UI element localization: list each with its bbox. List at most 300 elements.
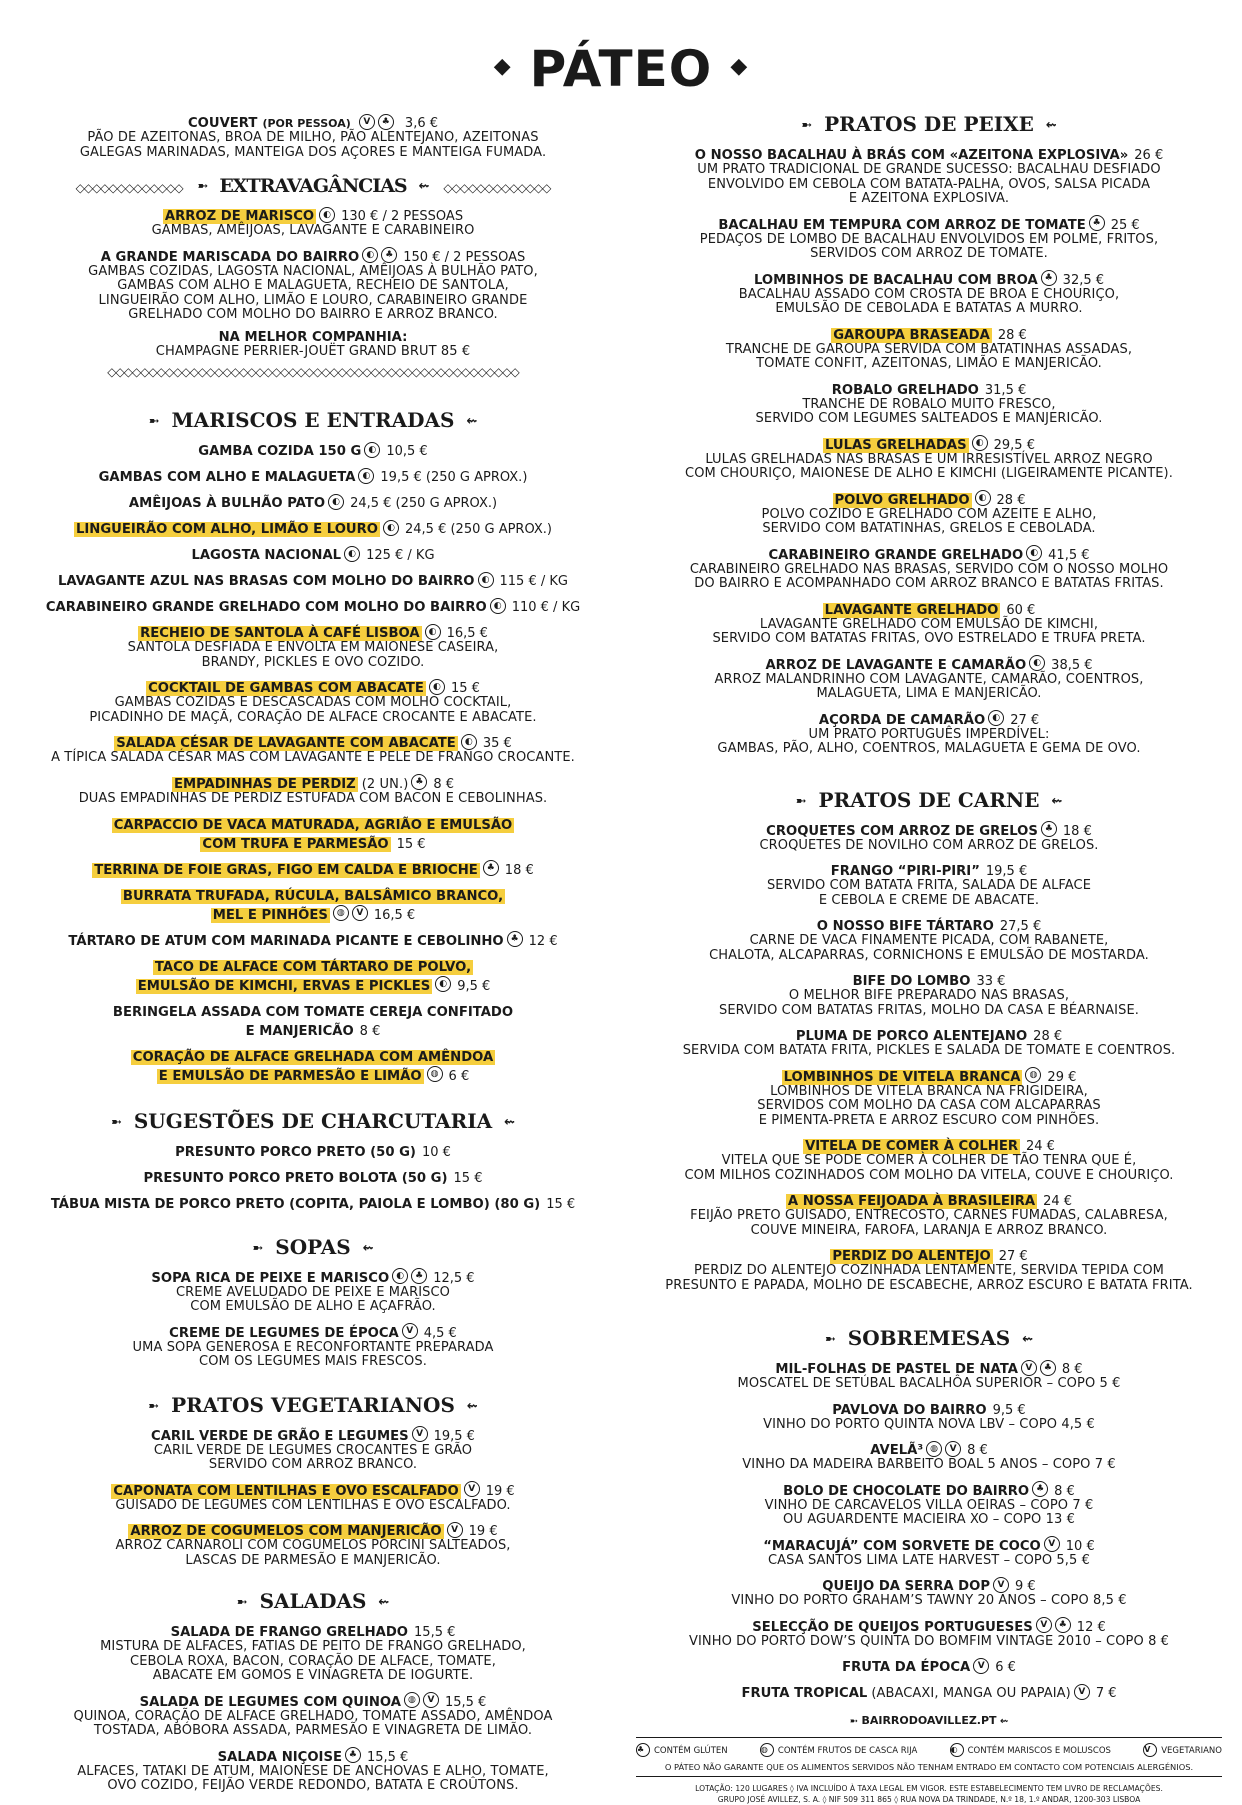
legend-nuts: ◍ CONTÉM FRUTOS DE CASCA RIJA [760,1744,918,1756]
nuts-icon: ◍ [1025,1067,1041,1083]
item-name-cont: E MANJERICÃO [245,1023,354,1039]
item-name: CARABINEIRO GRANDE GRELHADO COM MOLHO DO BAIRRO [45,600,487,615]
menu-item [636,915,1222,963]
shellfish-icon: ◐ [1026,545,1042,561]
menu-item: NA MELHOR COMPANHIA: CHAMPAGNE PERRIER-JOUËT GRAND BRUT 85 € [155,329,471,359]
item-name: LAGOSTA NACIONAL [191,548,342,563]
item-price: 12 € [1076,1619,1106,1635]
menu-item [636,599,1222,647]
right-column [636,112,1222,1805]
section-title: ➼ PRATOS VEGETARIANOS ⇜ [148,1392,478,1417]
section-peixe [636,144,1222,757]
item-price: 19,5 € (250 G APROX.) [380,470,528,485]
menu-item [30,544,596,563]
menu-item [636,1245,1222,1293]
item-name-cont: EMULSÃO DE KIMCHI, ERVAS E PICKLES [137,978,431,994]
item-name: GAMBAS COM ALHO E MALAGUETA [98,470,356,485]
section-title: ➼ SOBREMESAS ⇜ [824,1326,1034,1350]
item-name: PLUMA DE PORCO ALENTEJANO [795,1029,1028,1044]
menu-item [30,773,596,807]
section-title: ➼ PRATOS DE PEIXE ⇜ [801,112,1057,136]
item-price: 8 € [1054,1483,1075,1499]
menu-item: PRESUNTO PORCO PRETO BOLOTA (50 G) 15 € [143,1170,483,1186]
item-description: PICADINHO DE MAÇÃ, CORAÇÃO DE ALFACE CROCANTE E ABACATE. [89,709,537,725]
item-description: COM CHOURIÇO, MAIONESE DE ALHO E KIMCHI (LIGEIRAMENTE PICANTE). [685,466,1173,481]
section-title: ➼ MARISCOS E ENTRADAS ⇜ [148,408,478,432]
item-description: TRANCHE DE GAROUPA SERVIDA COM BATATINHAS ASSADAS, [725,341,1133,357]
item-description: POLVO COZIDO E GRELHADO COM AZEITE E ALHO, [761,506,1097,522]
menu-item [636,544,1222,592]
menu-item [30,677,596,725]
item-price: 9,5 € [457,978,491,994]
item-name: PERDIZ DO ALENTEJO [832,1249,991,1264]
item-name: BERINGELA ASSADA COM TOMATE CEREJA CONFITADO [112,1004,514,1020]
item-description: SERVIDO COM BATATA FRITA, SALADA DE ALFACE [766,878,1092,893]
item-description: A TÍPICA SALADA CÉSAR MAS COM LAVAGANTE E PELE DE FRANGO CROCANTE. [51,750,575,765]
item-price: 28 € [996,492,1026,508]
menu-item: CARIL VERDE DE GRÃO E LEGUMES V 19,5 € CARIL VERDE DE LEGUMES CROCANTES E GRÃO SERVIDO COM ARROZ BRANCO. [30,1425,596,1473]
menu-item [636,1025,1222,1059]
gluten-icon: ♣ [1040,1360,1056,1376]
item-name: ROBALO GRELHADO [831,382,979,398]
item-description: ARROZ MALANDRINHO COM LAVAGANTE, CAMARÃO, COENTROS, [714,671,1144,687]
item-description: DUAS EMPADINHAS DE PERDIZ ESTUFADA COM BACON E CEBOLINHAS. [78,791,548,806]
shellfish-icon: ◐ [435,976,451,992]
nuts-icon: ◍ [404,1692,420,1708]
menu-item: SOPA RICA DE PEIXE E MARISCO ◐ ♣ 12,5 € CREME AVELUDADO DE PEIXE E MARISCO COM EMULSÃO DE ALHO E AÇAFRÃO. [30,1267,596,1315]
ornament-icon: ◆ [730,54,749,79]
item-price: 8 € [359,1023,381,1039]
item-name: RECHEIO DE SANTOLA À CAFÉ LISBOA [140,626,420,641]
gluten-icon: ♣ [1041,821,1057,837]
item-name: CARPACCIO DE VACA MATURADA, AGRIÃO E EMULSÃO [113,817,513,833]
gluten-icon: ♣ [1089,215,1105,231]
item-description: PRESUNTO E PAPADA, MOLHO DE ESCABECHE, ARROZ ESCURO E BATATA FRITA. [665,1277,1193,1293]
menu-item [30,1001,596,1039]
item-name: LINGUEIRÃO COM ALHO, LIMÃO E LOURO [76,522,378,537]
item-description: COUVE MINEIRA, FAROFA, LARANJA E ARROZ BRANCO. [750,1222,1108,1238]
item-description: CROQUETES DE NOVILHO COM ARROZ DE GRELOS. [759,837,1099,853]
vegetarian-icon: V [447,1522,463,1538]
item-description: VINHO DO PORTO GRAHAM’S TAWNY 20 ANOS – COPO 8,5 € [731,1593,1127,1608]
item-name: LOMBINHOS DE BACALHAU COM BROA [753,272,1038,288]
menu-item: SALADA DE FRANGO GRELHADO 15,5 € MISTURA DE ALFACES, FATIAS DE PEITO DE FRANGO GRELHADO, CEBOLA ROXA, BACON, CORAÇÃO DE ALFACE, TOMATE, ABACATE EM GOMOS E VINAGRETA DE IOGURTE. [100,1625,526,1683]
item-name: O NOSSO BIFE TÁRTARO [816,919,994,934]
item-price: 9,5 € [992,1402,1026,1418]
item-description: SANTOLA DESFIADA E ENVOLTA EM MAIONESE CASEIRA, [127,640,499,655]
item-description: EMULSÃO DE CEBOLADA E BATATAS A MURRO. [775,301,1083,316]
item-description: BACALHAU ASSADO COM CROSTA DE BROA E CHOURIÇO, [738,286,1120,302]
shellfish-icon: ◐ [950,1743,964,1757]
item-price: 7 € [1095,1686,1117,1701]
menu-item: ARROZ DE MARISCO ◐ 130 € / 2 PESSOAS GAMBAS, AMÊIJOAS, LAVAGANTE E CARABINEIRO [30,205,596,239]
menu-item [30,518,596,537]
footer-info: LOTAÇÃO: 120 LUGARES ◊ IVA INCLUÍDO À TAXA LEGAL EM VIGOR. ESTE ESTABELECIMENTO TEM LIVRO DE RECLAMAÇÕES. GRUPO JOSÉ AVILLEZ, S. A. ◊ NIF 509 311 865 ◊ RUA NOVA DA TRINDADE, N.º 18, 1.º ANDAR, 1200-303 LISBOA [695,1783,1163,1804]
item-price: 32,5 € [1062,272,1105,288]
item-description: MOSCATEL DE SETÚBAL BACALHÔA SUPERIOR – COPO 5 € [737,1376,1121,1391]
item-name: CARABINEIRO GRANDE GRELHADO [768,547,1024,563]
menu-item: TÁBUA MISTA DE PORCO PRETO (COPITA, PAIOLA E LOMBO) (80 G) 15 € [50,1196,576,1212]
item-qualifier: (ABACAXI, MANGA OU PAPAIA) [871,1686,1071,1701]
shellfish-icon: ◐ [490,598,506,614]
item-name: CROQUETES COM ARROZ DE GRELOS [766,823,1038,839]
menu-item [636,489,1222,537]
item-price: 8 € [433,776,455,792]
item-price: 28 € [997,327,1027,343]
item-name: LAVAGANTE GRELHADO [824,602,999,618]
menu-item [30,492,596,511]
item-name-cont: MEL E PINHÕES [212,907,328,923]
menu-item [30,814,596,852]
menu-item: A GRANDE MARISCADA DO BAIRRO ◐ ♣ 150 € / 2 PESSOAS GAMBAS COZIDAS, LAGOSTA NACIONAL, AMÊIJOAS À BULHÃO PATO, GAMBAS COM ALHO E MALAGUETA, RECHEIO DE SANTOLA, LINGUEIRÃO COM ALHO, LIMÃO E LOURO, CARABINEIRO GRANDE GRELHADO COM MOLHO DO BAIRRO E ARROZ BRANCO. [30,246,596,323]
item-price: 28 € [1033,1029,1063,1044]
item-name: BOLO DE CHOCOLATE DO BAIRRO [783,1483,1030,1499]
item-description: VINHO DO PORTO DOW’S QUINTA DO BOMFIM VINTAGE 2010 – COPO 8 € [688,1633,1170,1649]
section-saladas [30,1621,596,1794]
item-price: 16,5 € [446,626,488,641]
item-description: E CEBOLA E CREME DE ABACATE. [818,892,1040,908]
item-description: SERVIDO COM LEGUMES SALTEADOS E MANJERICÃO. [755,411,1103,426]
menu-item [636,1439,1222,1473]
vegetarian-icon: V [945,1441,961,1457]
menu-item [30,596,596,615]
gluten-icon: ♣ [1055,1617,1071,1633]
shellfish-icon: ◐ [972,435,988,451]
item-name: EMPADINHAS DE PERDIZ [173,776,356,792]
item-price: 18 € [1062,823,1092,839]
item-name: QUEIJO DA SERRA DOP [822,1579,991,1594]
item-description: FEIJÃO PRETO GUISADO, ENTRECOSTO, CARNES FUMADAS, CALABRESA, [690,1208,1168,1223]
menu-item [636,1480,1222,1528]
section-extravagancias [30,205,596,359]
nuts-icon: ◍ [427,1066,443,1082]
menu-item: SALADA NIÇOISE ♣ 15,5 € ALFACES, TATAKI DE ATUM, MAIONESE DE ANCHOVAS E ALHO, TOMATE, OVO COZIDO, FEIJÃO VERDE REDONDO, BATATA E CROÛTONS. [30,1746,596,1794]
item-price: 27 € [1010,712,1040,728]
vegetarian-icon: V [1044,1536,1060,1552]
menu-item [30,1046,596,1084]
menu-item [636,1358,1222,1392]
section-charcutaria [30,1141,596,1212]
menu-item [636,1066,1222,1129]
ornament-icon: ◆ [493,54,512,79]
item-price: 8 € [1061,1362,1083,1377]
gluten-icon: ♣ [411,774,427,790]
item-price: 125 € / KG [366,548,435,563]
item-description: SERVIDO COM BATATAS FRITAS, MOLHO DA CASA E BÉARNAISE. [718,1002,1140,1018]
section-title: ➼ SOPAS ⇜ [252,1234,374,1259]
gluten-icon: ♣ [411,1268,427,1284]
menu-item [30,930,596,949]
item-name: GAROUPA BRASEADA [833,327,990,343]
item-description: SERVIDO COM BATATINHAS, GRELOS E CEBOLADA. [762,521,1096,536]
menu-item [30,859,596,878]
menu-item [30,885,596,923]
menu-item [636,1535,1222,1569]
item-price: 24 € [1043,1194,1073,1209]
item-name-cont: E EMULSÃO DE PARMESÃO E LIMÃO [158,1068,422,1084]
shellfish-icon: ◐ [478,572,494,588]
item-description: SERVIDA COM BATATA FRITA, PICKLES E SALADA DE TOMATE E COENTROS. [682,1043,1176,1058]
menu-item [636,1575,1222,1609]
item-price: 18 € [504,862,534,878]
item-name: LOMBINHOS DE VITELA BRANCA [783,1069,1021,1085]
item-description: GAMBAS COZIDAS E DESCASCADAS COM MOLHO COCKTAIL, [114,695,512,710]
item-name: MIL-FOLHAS DE PASTEL DE NATA [775,1362,1018,1377]
menu-item: ARROZ DE COGUMELOS COM MANJERICÃO V 19 € ARROZ CARNAROLI COM COGUMELOS PORCINI SALTEADOS, LASCAS DE PARMESÃO E MANJERICÃO. [30,1520,596,1568]
item-name: O NOSSO BACALHAU À BRÁS COM «AZEITONA EXPLOSIVA» [694,148,1129,163]
shellfish-icon: ◐ [319,207,335,223]
menu-item [636,1399,1222,1433]
item-price: 31,5 € [984,382,1027,398]
shellfish-icon: ◐ [358,468,374,484]
item-name: BURRATA TRUFADA, RÚCULA, BALSÂMICO BRANCO, [122,888,504,904]
item-description: BRANDY, PICKLES E OVO COZIDO. [201,654,425,670]
vegetarian-icon: V [464,1481,480,1497]
menu-item [636,820,1222,854]
gluten-icon: ♣ [381,247,397,263]
couvert: COUVERT (POR PESSOA) V ♣ 3,6 € PÃO DE AZEITONAS, BROA DE MILHO, PÃO ALENTEJANO, AZEITONAS GALEGAS MARINADAS, MANTEIGA DOS AÇORES E MANTEIGA FUMADA. [30,112,596,160]
menu-item [636,269,1222,317]
section-title: ➼ PRATOS DE CARNE ⇜ [795,787,1063,812]
menu-item [30,570,596,589]
item-name: FRANGO “PIRI-PIRI” [830,864,980,879]
item-name: VITELA DE COMER À COLHER [805,1139,1018,1154]
item-name: TÁRTARO DE ATUM COM MARINADA PICANTE E CEBOLINHO [68,933,504,949]
item-description: VINHO DO PORTO QUINTA NOVA LBV – COPO 4,5 € [763,1416,1095,1432]
gluten-icon: ♣ [636,1743,650,1757]
item-name: ARROZ DE LAVAGANTE E CAMARÃO [765,657,1027,673]
item-price: 25 € [1110,217,1140,233]
item-name: AÇORDA DE CAMARÃO [818,712,986,728]
item-price: 15 € [450,681,480,696]
item-name: TACO DE ALFACE COM TÁRTARO DE POLVO, [154,959,472,975]
section-mariscos [30,440,596,1084]
item-description: E PIMENTA-PRETA E ARROZ ESCURO COM PINHÕES. [758,1112,1100,1128]
menu-item [636,860,1222,908]
item-description: LULAS GRELHADAS NAS BRASAS E UM IRRESISTÍVEL ARROZ NEGRO [705,451,1153,467]
shellfish-icon: ◐ [425,624,441,640]
item-price: 110 € / KG [511,600,581,615]
menu-item: CAPONATA COM LENTILHAS E OVO ESCALFADO V 19 € GUISADO DE LEGUMES COM LENTILHAS E OVO ESCALFADO. [30,1480,596,1514]
item-description: TRANCHE DE ROBALO MUITO FRESCO, [802,396,1056,412]
item-name: GAMBA COZIDA 150 G [198,444,362,459]
item-description: SERVIDOS COM MOLHO DA CASA COM ALCAPARRAS [757,1098,1101,1113]
item-price: 15 € [396,836,426,852]
item-price: 60 € [1006,602,1036,618]
item-description: GAMBAS, PÃO, ALHO, COENTROS, MALAGUETA E GEMA DE OVO. [717,741,1141,756]
section-title: ➼ SALADAS ⇜ [236,1589,390,1613]
item-name: TERRINA DE FOIE GRAS, FIGO EM CALDA E BRIOCHE [94,862,478,878]
item-price: 35 € [482,736,512,751]
section-title: EXTRAVAGÂNCIAS [219,175,407,197]
nuts-icon: ◍ [926,1441,942,1457]
item-name: LULAS GRELHADAS [825,437,967,453]
section-sobremesas [636,1358,1222,1702]
item-description: CHALOTA, ALCAPARRAS, CORNICHONS E EMULSÃO DE MOSTARDA. [709,947,1149,963]
menu-item [636,1682,1222,1702]
menu-item [636,144,1222,207]
item-name: BACALHAU EM TEMPURA COM ARROZ DE TOMATE [718,217,1086,233]
nuts-icon: ◍ [760,1743,774,1757]
item-name: SALADA CÉSAR DE LAVAGANTE COM ABACATE [116,736,456,751]
menu-item [636,379,1222,427]
menu-item [636,1616,1222,1650]
page-title [0,40,1242,98]
item-price: 24,5 € (250 G APROX.) [350,496,498,511]
vegetarian-icon: V [412,1426,428,1442]
item-qualifier: (2 UN.) [361,776,409,792]
gluten-icon: ♣ [345,1747,361,1763]
menu-item [636,1656,1222,1675]
shellfish-icon: ◐ [383,520,399,536]
item-description: LOMBINHOS DE VITELA BRANCA NA FRIGIDEIRA, [770,1083,1088,1099]
item-name: A NOSSA FEIJOADA À BRASILEIRA [787,1194,1036,1209]
item-description: VINHO DE CARCAVELOS VILLA OEIRAS – COPO 7 € [764,1497,1094,1513]
shellfish-icon: ◐ [429,679,445,695]
shellfish-icon: ◐ [392,1268,408,1284]
vegetarian-icon: V [423,1692,439,1708]
vegetarian-icon: V [352,905,368,921]
restaurant-name: PÁTEO [529,40,713,98]
shellfish-icon: ◐ [975,490,991,506]
item-description: ENVOLVIDO EM CEBOLA COM BATATA-PALHA, OVOS, SALSA PICADA [707,176,1151,192]
item-description: UM PRATO PORTUGUÊS IMPERDÍVEL: [808,726,1050,742]
website-link[interactable]: ➼ BAIRRODOAVILLEZ.PT ⇜ [849,1713,1009,1727]
menu-item: CREME DE LEGUMES DE ÉPOCA V 4,5 € UMA SOPA GENEROSA E RECONFORTANTE PREPARADA COM OS LEGUMES MAIS FRESCOS. [30,1322,596,1370]
gluten-icon: ♣ [507,931,523,947]
item-name: CORAÇÃO DE ALFACE GRELHADA COM AMÊNDOA [132,1049,494,1065]
item-description: E AZEITONA EXPLOSIVA. [848,191,1010,206]
item-description: UM PRATO TRADICIONAL DE GRANDE SUCESSO: BACALHAU DESFIADO [697,162,1161,177]
item-name: FRUTA TROPICAL [741,1686,868,1701]
menu-item [30,622,596,670]
item-price: 19,5 € [985,864,1028,879]
section-sopas [30,1267,596,1370]
allergen-note: O PÁTEO NÃO GARANTE QUE OS ALIMENTOS SERVIDOS NÃO TENHAM ENTRADO EM CONTACTO COM POTENCIAIS ALERGÉNIOS. [664,1761,1194,1772]
item-description: PERDIZ DO ALENTEJO COZINHADA LENTAMENTE, SERVIDA TEPIDA COM [694,1263,1164,1278]
item-name: AVELÃ³ [870,1443,924,1458]
item-price: 29,5 € [993,437,1035,453]
item-name-cont: COM TRUFA E PARMESÃO [202,836,389,852]
legend-vegetarian: V VEGETARIANO [1144,1744,1222,1756]
item-price: 26 € [1134,148,1164,163]
item-name: AMÊIJOAS À BULHÃO PATO [128,496,326,511]
allergen-legend [636,1737,1222,1777]
item-description: DO BAIRRO E ACOMPANHADO COM ARROZ BRANCO E BATATAS FRITAS. [694,576,1164,591]
item-name: PAVLOVA DO BAIRRO [832,1402,987,1418]
item-description: SERVIDO COM BATATAS FRITAS, OVO ESTRELADO E TRUFA PRETA. [712,631,1146,646]
vegetarian-icon: V [1021,1360,1037,1376]
item-name: FRUTA DA ÉPOCA [842,1660,971,1675]
menu-item: SALADA DE LEGUMES COM QUINOA ◍ V 15,5 € QUINOA, CORAÇÃO DE ALFACE GRELHADO, TOMATE ASSADO, AMÊNDOA TOSTADA, ABÓBORA ASSADA, PARMESÃO E VINAGRETA DE LIMÃO. [30,1691,596,1739]
item-description: CASA SANTOS LIMA LATE HARVEST – COPO 5,5 € [767,1552,1091,1568]
item-price: 6 € [448,1068,470,1084]
menu-item [636,324,1222,372]
item-price: 27,5 € [999,919,1042,934]
vegetarian-icon: V [973,1658,989,1674]
ornament-band: ◇◇◇◇◇◇◇◇◇◇◇◇◇ ➼ EXTRAVAGÂNCIAS ⇜ ◇◇◇◇◇◇◇◇◇◇◇◇◇ [75,175,551,197]
item-description: VINHO DA MADEIRA BARBEITO BOAL 5 ANOS – COPO 7 € [742,1457,1116,1472]
gluten-icon: ♣ [1041,270,1057,286]
shellfish-icon: ◐ [344,546,360,562]
menu-item [636,970,1222,1018]
item-price: 27 € [998,1249,1028,1264]
legend-gluten: ♣ CONTÉM GLÚTEN [637,1744,728,1756]
menu-item [636,1190,1222,1238]
item-price: 9 € [1015,1579,1036,1594]
gluten-icon: ♣ [378,114,394,130]
menu-item [636,1135,1222,1183]
item-name: SELECÇÃO DE QUEIJOS PORTUGUESES [752,1619,1033,1635]
item-price: 24,5 € (250 G APROX.) [405,522,552,537]
item-price: 6 € [995,1660,1016,1675]
gluten-icon: ♣ [1032,1481,1048,1497]
item-name: POLVO GRELHADO [834,492,970,508]
shellfish-icon: ◐ [362,247,378,263]
item-name: “MARACUJÁ” COM SORVETE DE COCO [763,1538,1041,1554]
vegetarian-icon: V [402,1323,418,1339]
item-description: CARNE DE VACA FINAMENTE PICADA, COM RABANETE, [749,933,1109,948]
item-description: PEDAÇOS DE LOMBO DE BACALHAU ENVOLVIDOS EM POLME, FRITOS, [699,231,1159,247]
legend-shellfish: ◐ CONTÉM MARISCOS E MOLUSCOS [950,1744,1111,1756]
left-column [30,112,596,1801]
item-description: SERVIDOS COM ARROZ DE TOMATE. [810,246,1048,261]
menu-item: PRESUNTO PORCO PRETO (50 G) 10 € [175,1144,451,1160]
item-price: 24 € [1025,1139,1055,1154]
item-price: 8 € [967,1443,988,1458]
item-description: LAVAGANTE GRELHADO COM EMULSÃO DE KIMCHI, [759,616,1099,632]
item-price: 33 € [976,974,1006,989]
item-price: 12 € [528,933,558,949]
item-price: 10,5 € [386,444,428,459]
item-price: 115 € / KG [499,574,568,589]
item-description: CARABINEIRO GRELHADO NAS BRASAS, SERVIDO COM O NOSSO MOLHO [689,561,1169,577]
menu-item [30,466,596,485]
menu-item [636,214,1222,262]
menu-item [636,434,1222,482]
item-name: COCKTAIL DE GAMBAS COM ABACATE [148,681,424,696]
vegetarian-icon: V [1074,1684,1090,1700]
section-carne [636,820,1222,1294]
section-vegetarianos [30,1425,596,1569]
vegetarian-icon: V [1036,1617,1052,1633]
item-description: MALAGUETA, LIMA E MANJERICÃO. [816,686,1042,701]
shellfish-icon: ◐ [988,710,1004,726]
section-title: ➼ SUGESTÕES DE CHARCUTARIA ⇜ [110,1108,516,1133]
item-price: 10 € [1065,1538,1095,1554]
menu-item [30,440,596,459]
vegetarian-icon: V [1143,1743,1157,1757]
item-price: 29 € [1047,1069,1077,1085]
shellfish-icon: ◐ [328,494,344,510]
menu-item [636,709,1222,757]
shellfish-icon: ◐ [364,442,380,458]
nuts-icon: ◍ [333,905,349,921]
item-description: COM MILHOS COZINHADOS COM MOLHO DA VITELA, COUVE E CHOURIÇO. [684,1167,1174,1183]
ornament-band: ◇◇◇◇◇◇◇◇◇◇◇◇◇◇◇◇◇◇◇◇◇◇◇◇◇◇◇◇◇◇◇◇◇◇◇◇◇◇◇◇◇◇◇◇◇◇◇◇◇◇ [107,366,519,378]
item-name: BIFE DO LOMBO [852,974,971,989]
gluten-icon: ♣ [483,860,499,876]
item-description: OU AGUARDENTE MACIEIRA XO – COPO 13 € [783,1512,1075,1527]
vegetarian-icon: V [993,1577,1009,1593]
menu-item [636,654,1222,702]
item-price: 38,5 € [1051,657,1093,673]
shellfish-icon: ◐ [1029,655,1045,671]
item-description: O MELHOR BIFE PREPARADO NAS BRASAS, [788,988,1070,1003]
item-price: 16,5 € [373,907,416,923]
item-name: LAVAGANTE AZUL NAS BRASAS COM MOLHO DO BAIRRO [58,574,475,589]
menu-item [30,732,596,766]
